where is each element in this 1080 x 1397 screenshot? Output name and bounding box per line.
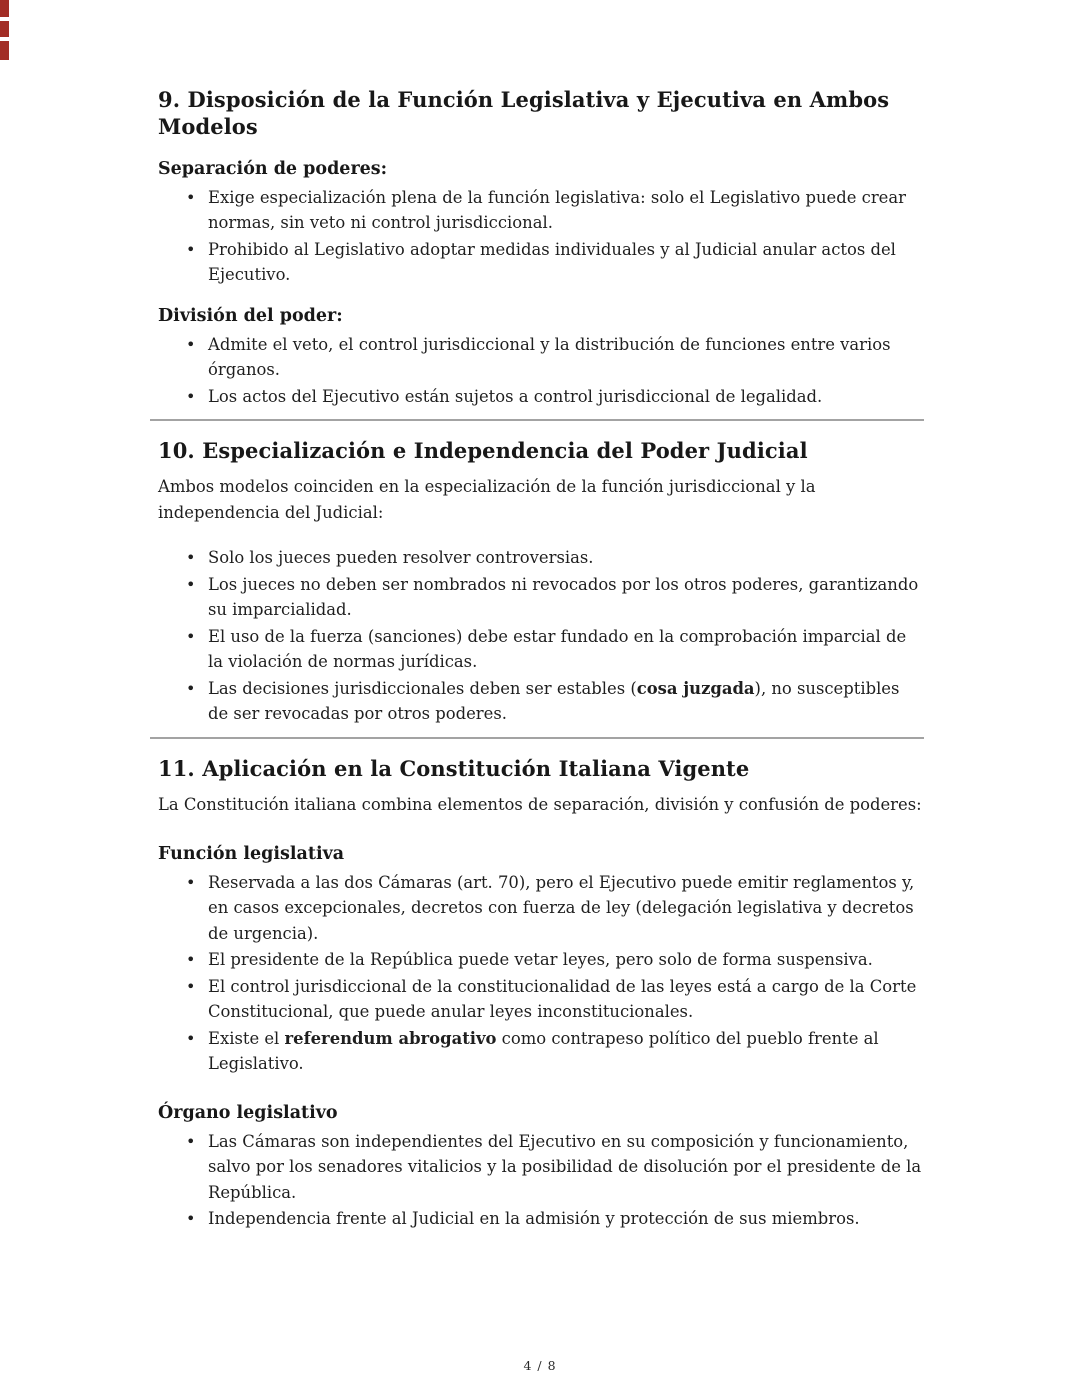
section-divider: [150, 419, 924, 421]
page-number: 4 / 8: [523, 1358, 557, 1373]
bullet-item: • Las decisiones jurisdiccionales deben ser estables (cosa juzgada), no susceptibles de ser revocadas por otros poderes.: [208, 676, 924, 727]
section-heading: 11. Aplicación en la Constitución Italiana Vigente: [158, 755, 750, 781]
scroll-marker-segment: [0, 0, 9, 17]
bullet-item: • Los actos del Ejecutivo están sujetos a control jurisdiccional de legalidad.: [208, 384, 924, 410]
bullet-list: [158, 1129, 924, 1232]
bullet-item: • El uso de la fuerza (sanciones) debe estar fundado en la comprobación imparcial de la violación de normas jurídicas.: [208, 624, 924, 675]
document-section: [158, 755, 924, 1232]
document-content: [158, 86, 924, 1233]
subsection-heading: Función legislativa: [158, 843, 345, 864]
paragraph: Ambos modelos coinciden en la especialización de la función jurisdiccional y la independencia del Judicial:: [158, 477, 816, 522]
bullet-item: • Reservada a las dos Cámaras (art. 70), pero el Ejecutivo puede emitir reglamentos y, en casos excepcionales, decretos con fuerza de ley (delegación legislativa y decretos de urgencia).: [208, 870, 924, 947]
scroll-marker-segment: [0, 21, 9, 37]
document-section: [158, 86, 924, 409]
subsection-heading: División del poder:: [158, 305, 343, 326]
bullet-item: • Los jueces no deben ser nombrados ni revocados por los otros poderes, garantizando su imparcialidad.: [208, 572, 924, 623]
bullet-item: • El presidente de la República puede vetar leyes, pero solo de forma suspensiva.: [208, 947, 924, 973]
section-divider: [150, 737, 924, 739]
bold-term: cosa juzgada: [636, 678, 755, 698]
bullet-list: [158, 870, 924, 1077]
bullet-item: • Solo los jueces pueden resolver controversias.: [208, 545, 924, 571]
bullet-item: • Existe el referendum abrogativo como contrapeso político del pueblo frente al Legislativo.: [208, 1026, 924, 1077]
bullet-item: • Admite el veto, el control jurisdiccional y la distribución de funciones entre varios órganos.: [208, 332, 924, 383]
scroll-marker-segment: [0, 41, 9, 60]
bullet-item: • Prohibido al Legislativo adoptar medidas individuales y al Judicial anular actos del Ejecutivo.: [208, 237, 924, 288]
bullet-list: [158, 545, 924, 727]
paragraph: La Constitución italiana combina elementos de separación, división y confusión de poderes:: [158, 795, 922, 815]
subsection-heading: Separación de poderes:: [158, 158, 388, 179]
section-heading: 10. Especialización e Independencia del Poder Judicial: [158, 438, 808, 464]
bullet-item: • Las Cámaras son independientes del Ejecutivo en su composición y funcionamiento, salvo por los senadores vitalicios y la posibilidad de disolución por el presidente de la República.: [208, 1129, 924, 1206]
bullet-item: • Independencia frente al Judicial en la admisión y protección de sus miembros.: [208, 1206, 924, 1232]
subsection-heading: Órgano legislativo: [158, 1102, 338, 1123]
bullet-list: [158, 332, 924, 410]
bold-term: referendum abrogativo: [284, 1028, 497, 1048]
bullet-item: • El control jurisdiccional de la constitucionalidad de las leyes está a cargo de la Corte Constitucional, que puede anular leyes inconstitucionales.: [208, 974, 924, 1025]
document-section: [158, 437, 924, 727]
bullet-item: • Exige especialización plena de la función legislativa: solo el Legislativo puede crear normas, sin veto ni control jurisdiccional.: [208, 185, 924, 236]
bullet-list: [158, 185, 924, 288]
section-heading: 9. Disposición de la Función Legislativa y Ejecutiva en Ambos Modelos: [158, 87, 890, 140]
scroll-position-marker: [0, 0, 9, 64]
